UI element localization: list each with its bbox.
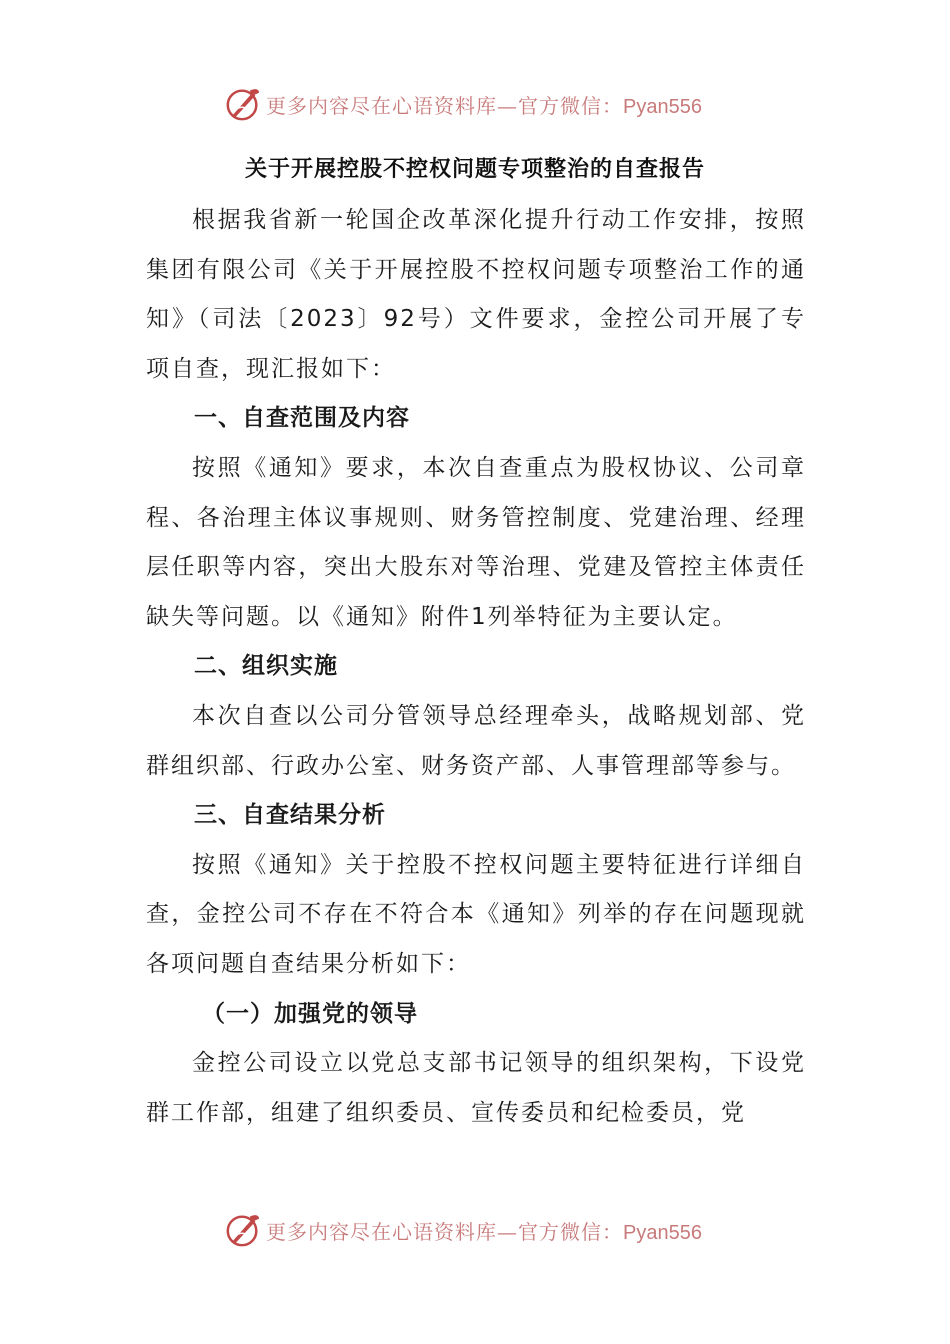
section-heading-scope: 一、自查范围及内容: [194, 405, 410, 432]
section-paragraph-implementation: 本次自查以公司分管领导总经理牵头，战略规划部、党群组织部、行政办公室、财务资产部、人事管理部等参与。: [146, 702, 806, 779]
section-heading-implementation: 二、组织实施: [194, 653, 338, 680]
document-body: [146, 196, 806, 1138]
section-heading-results: 三、自查结果分析: [194, 802, 386, 829]
quill-logo-icon: [224, 1211, 262, 1249]
quill-logo-icon: [224, 85, 262, 123]
watermark-text: 更多内容尽在心语资料库—官方微信：Pyan556: [266, 1219, 702, 1244]
watermark-text: 更多内容尽在心语资料库—官方微信：Pyan556: [266, 93, 702, 118]
section-paragraph-results: 按照《通知》关于控股不控权问题主要特征进行详细自查，金控公司不存在不符合本《通知》列举的存在问题现就各项问题自查结果分析如下：: [146, 851, 806, 977]
watermark-banner-bottom: [224, 1208, 702, 1252]
intro-paragraph: 根据我省新一轮国企改革深化提升行动工作安排，按照集团有限公司《关于开展控股不控权问题专项整治工作的通知》（司法〔2023〕92号）文件要求，金控公司开展了专项自查，现汇报如下：: [146, 207, 806, 382]
document-title: 关于开展控股不控权问题专项整治的自查报告: [244, 157, 705, 182]
subsection-paragraph-party-leadership: 金控公司设立以党总支部书记领导的组织架构，下设党群工作部，组建了组织委员、宣传委员和纪检委员，党: [146, 1050, 806, 1126]
subsection-heading-party-leadership: （一）加强党的领导: [202, 1000, 418, 1027]
watermark-banner-top: [224, 82, 702, 126]
section-paragraph-scope: 按照《通知》要求，本次自查重点为股权协议、公司章程、各治理主体议事规则、财务管控制度、党建治理、经理层任职等内容，突出大股东对等治理、党建及管控主体责任缺失等问题。以《通知》附件1列举特征为主要认定。: [146, 454, 806, 630]
